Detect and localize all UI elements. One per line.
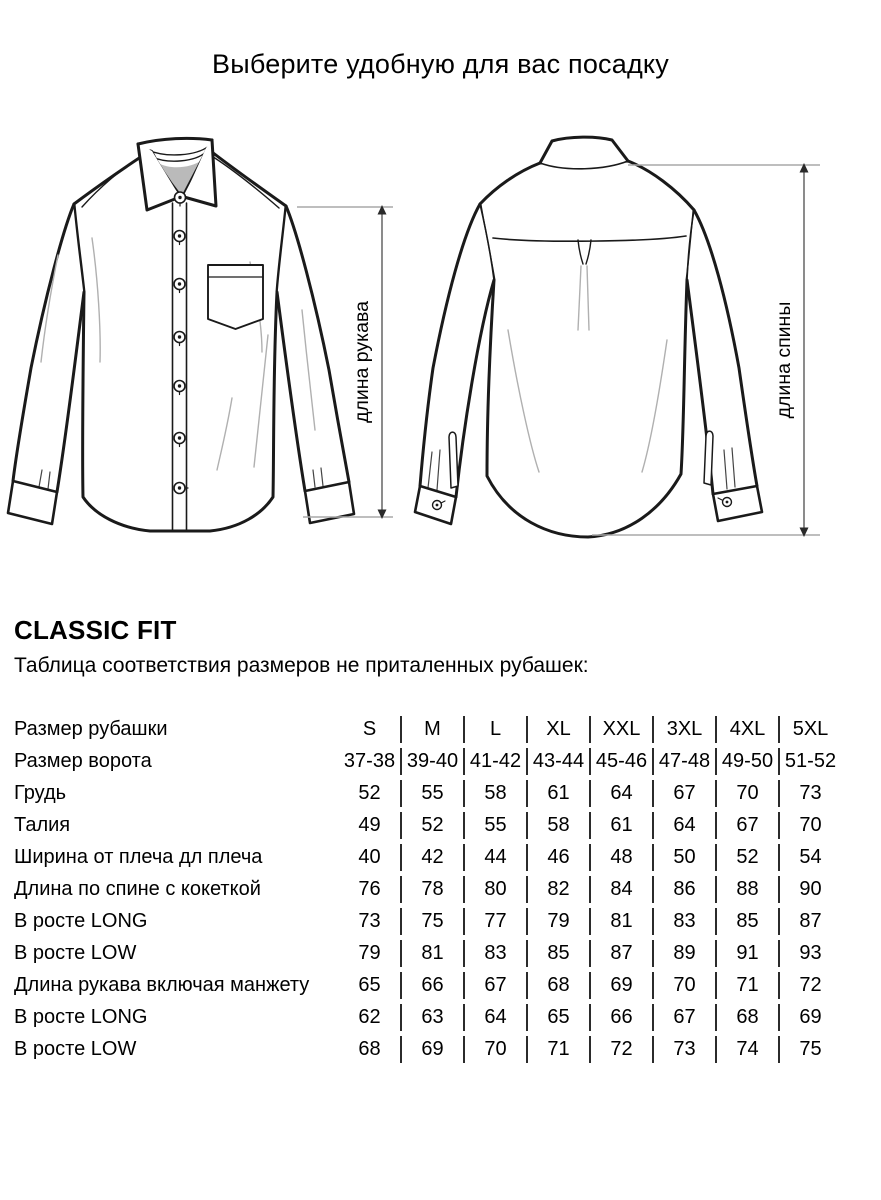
size-cell: 70 <box>717 780 780 807</box>
size-cell: 49-50 <box>717 748 780 775</box>
size-cell: 64 <box>654 812 717 839</box>
back-body <box>480 161 694 537</box>
size-cell: 37-38 <box>339 748 402 775</box>
size-cell: 64 <box>465 1004 528 1031</box>
size-cell: 61 <box>591 812 654 839</box>
size-cell: M <box>402 716 465 743</box>
row-label: Ширина от плеча дл плеча <box>14 846 263 868</box>
size-cell: 54 <box>799 846 822 868</box>
size-cell: 47-48 <box>654 748 717 775</box>
size-cell: XL <box>528 716 591 743</box>
size-cell: 65 <box>339 972 402 999</box>
back-right-sleeve <box>687 210 762 521</box>
row-label: В росте LONG <box>14 1006 148 1028</box>
size-cell: 41-42 <box>465 748 528 775</box>
size-cell: 83 <box>654 908 717 935</box>
size-cell: 81 <box>402 940 465 967</box>
size-cell: 81 <box>591 908 654 935</box>
table-caption: Таблица соответствия размеров не приталенных рубашек: <box>14 654 589 677</box>
size-cell: 73 <box>339 908 402 935</box>
row-label: Длина по спине с кокеткой <box>14 878 261 900</box>
size-cell: 45-46 <box>591 748 654 775</box>
row-label: Размер ворота <box>14 750 152 772</box>
size-cell: 82 <box>528 876 591 903</box>
size-table-body <box>14 716 841 1063</box>
front-shirt-drawing <box>8 138 354 531</box>
size-cell: 86 <box>654 876 717 903</box>
size-cell: 87 <box>799 910 822 932</box>
size-cell: 67 <box>717 812 780 839</box>
size-cell: 46 <box>528 844 591 871</box>
sleeve-placket <box>449 432 458 488</box>
size-cell: 64 <box>591 780 654 807</box>
size-cell: 55 <box>402 780 465 807</box>
size-cell: 93 <box>799 942 822 964</box>
size-cell: XXL <box>591 716 654 743</box>
size-cell: 68 <box>528 972 591 999</box>
size-cell: 79 <box>339 940 402 967</box>
size-cell: 74 <box>717 1036 780 1063</box>
size-cell: 73 <box>654 1036 717 1063</box>
size-cell: 44 <box>465 844 528 871</box>
size-cell: 69 <box>591 972 654 999</box>
size-cell: 91 <box>717 940 780 967</box>
section-heading: CLASSIC FIT <box>14 615 177 645</box>
size-cell: 40 <box>339 844 402 871</box>
table-row <box>14 716 841 743</box>
size-cell: 67 <box>654 780 717 807</box>
size-cell: 4XL <box>717 716 780 743</box>
size-cell: 78 <box>402 876 465 903</box>
size-cell: 63 <box>402 1004 465 1031</box>
size-cell: 62 <box>339 1004 402 1031</box>
size-cell: L <box>465 716 528 743</box>
table-row <box>14 748 841 775</box>
size-cell: 90 <box>799 878 822 900</box>
sleeve-length-label: длина рукава <box>351 301 373 423</box>
size-cell: 43-44 <box>528 748 591 775</box>
table-row <box>14 1036 841 1063</box>
size-cell: 88 <box>717 876 780 903</box>
size-cell: 51-52 <box>784 750 837 772</box>
size-cell: 84 <box>591 876 654 903</box>
size-cell: 80 <box>465 876 528 903</box>
size-cell: 72 <box>799 974 822 996</box>
row-label: В росте LOW <box>14 1038 137 1060</box>
size-cell: 67 <box>654 1004 717 1031</box>
table-row <box>14 972 841 999</box>
size-cell: 3XL <box>654 716 717 743</box>
row-label: Размер рубашки <box>14 718 168 740</box>
size-cell: 75 <box>799 1038 822 1060</box>
back-length-label: длина спины <box>773 301 795 419</box>
size-cell: 73 <box>799 782 822 804</box>
size-cell: 61 <box>528 780 591 807</box>
size-cell: 49 <box>339 812 402 839</box>
table-row <box>14 780 841 807</box>
size-cell: 68 <box>717 1004 780 1031</box>
size-cell: 83 <box>465 940 528 967</box>
sleeve-placket <box>704 431 713 485</box>
size-cell: 55 <box>465 812 528 839</box>
size-cell: 71 <box>717 972 780 999</box>
front-right-sleeve <box>277 206 354 523</box>
row-label: В росте LOW <box>14 942 137 964</box>
size-cell: 5XL <box>792 718 829 740</box>
size-cell: 77 <box>465 908 528 935</box>
size-cell: 68 <box>339 1036 402 1063</box>
table-row <box>14 1004 841 1031</box>
size-cell: 70 <box>799 814 822 836</box>
size-cell: 52 <box>717 844 780 871</box>
size-cell: 66 <box>591 1004 654 1031</box>
front-left-sleeve <box>8 204 84 524</box>
size-cell: 69 <box>402 1036 465 1063</box>
size-cell: 85 <box>717 908 780 935</box>
size-table <box>14 711 841 1068</box>
size-cell: 52 <box>402 812 465 839</box>
size-cell: 52 <box>339 780 402 807</box>
row-label: Талия <box>14 814 71 836</box>
size-cell: 48 <box>591 844 654 871</box>
size-cell: 39-40 <box>402 748 465 775</box>
size-cell: 72 <box>591 1036 654 1063</box>
size-cell: 65 <box>528 1004 591 1031</box>
table-row <box>14 844 841 871</box>
row-label: В росте LONG <box>14 910 148 932</box>
size-cell: 76 <box>339 876 402 903</box>
table-row <box>14 940 841 967</box>
size-cell: 89 <box>654 940 717 967</box>
size-cell: 67 <box>465 972 528 999</box>
page-title: Выберите удобную для вас посадку <box>212 49 669 79</box>
size-cell: S <box>339 716 402 743</box>
row-label: Длина рукава включая манжету <box>14 974 310 996</box>
size-cell: 58 <box>528 812 591 839</box>
size-cell: 58 <box>465 780 528 807</box>
table-row <box>14 908 841 935</box>
size-cell: 66 <box>402 972 465 999</box>
size-cell: 75 <box>402 908 465 935</box>
size-cell: 70 <box>465 1036 528 1063</box>
size-cell: 50 <box>654 844 717 871</box>
back-shirt-drawing <box>415 137 762 537</box>
size-cell: 70 <box>654 972 717 999</box>
size-cell: 69 <box>799 1006 822 1028</box>
table-row <box>14 812 841 839</box>
size-cell: 87 <box>591 940 654 967</box>
back-collar <box>540 137 628 169</box>
size-cell: 42 <box>402 844 465 871</box>
row-label: Грудь <box>14 782 67 804</box>
size-cell: 71 <box>528 1036 591 1063</box>
back-left-sleeve <box>415 204 494 524</box>
size-cell: 79 <box>528 908 591 935</box>
chest-pocket <box>208 265 263 329</box>
size-cell: 85 <box>528 940 591 967</box>
table-row <box>14 876 841 903</box>
